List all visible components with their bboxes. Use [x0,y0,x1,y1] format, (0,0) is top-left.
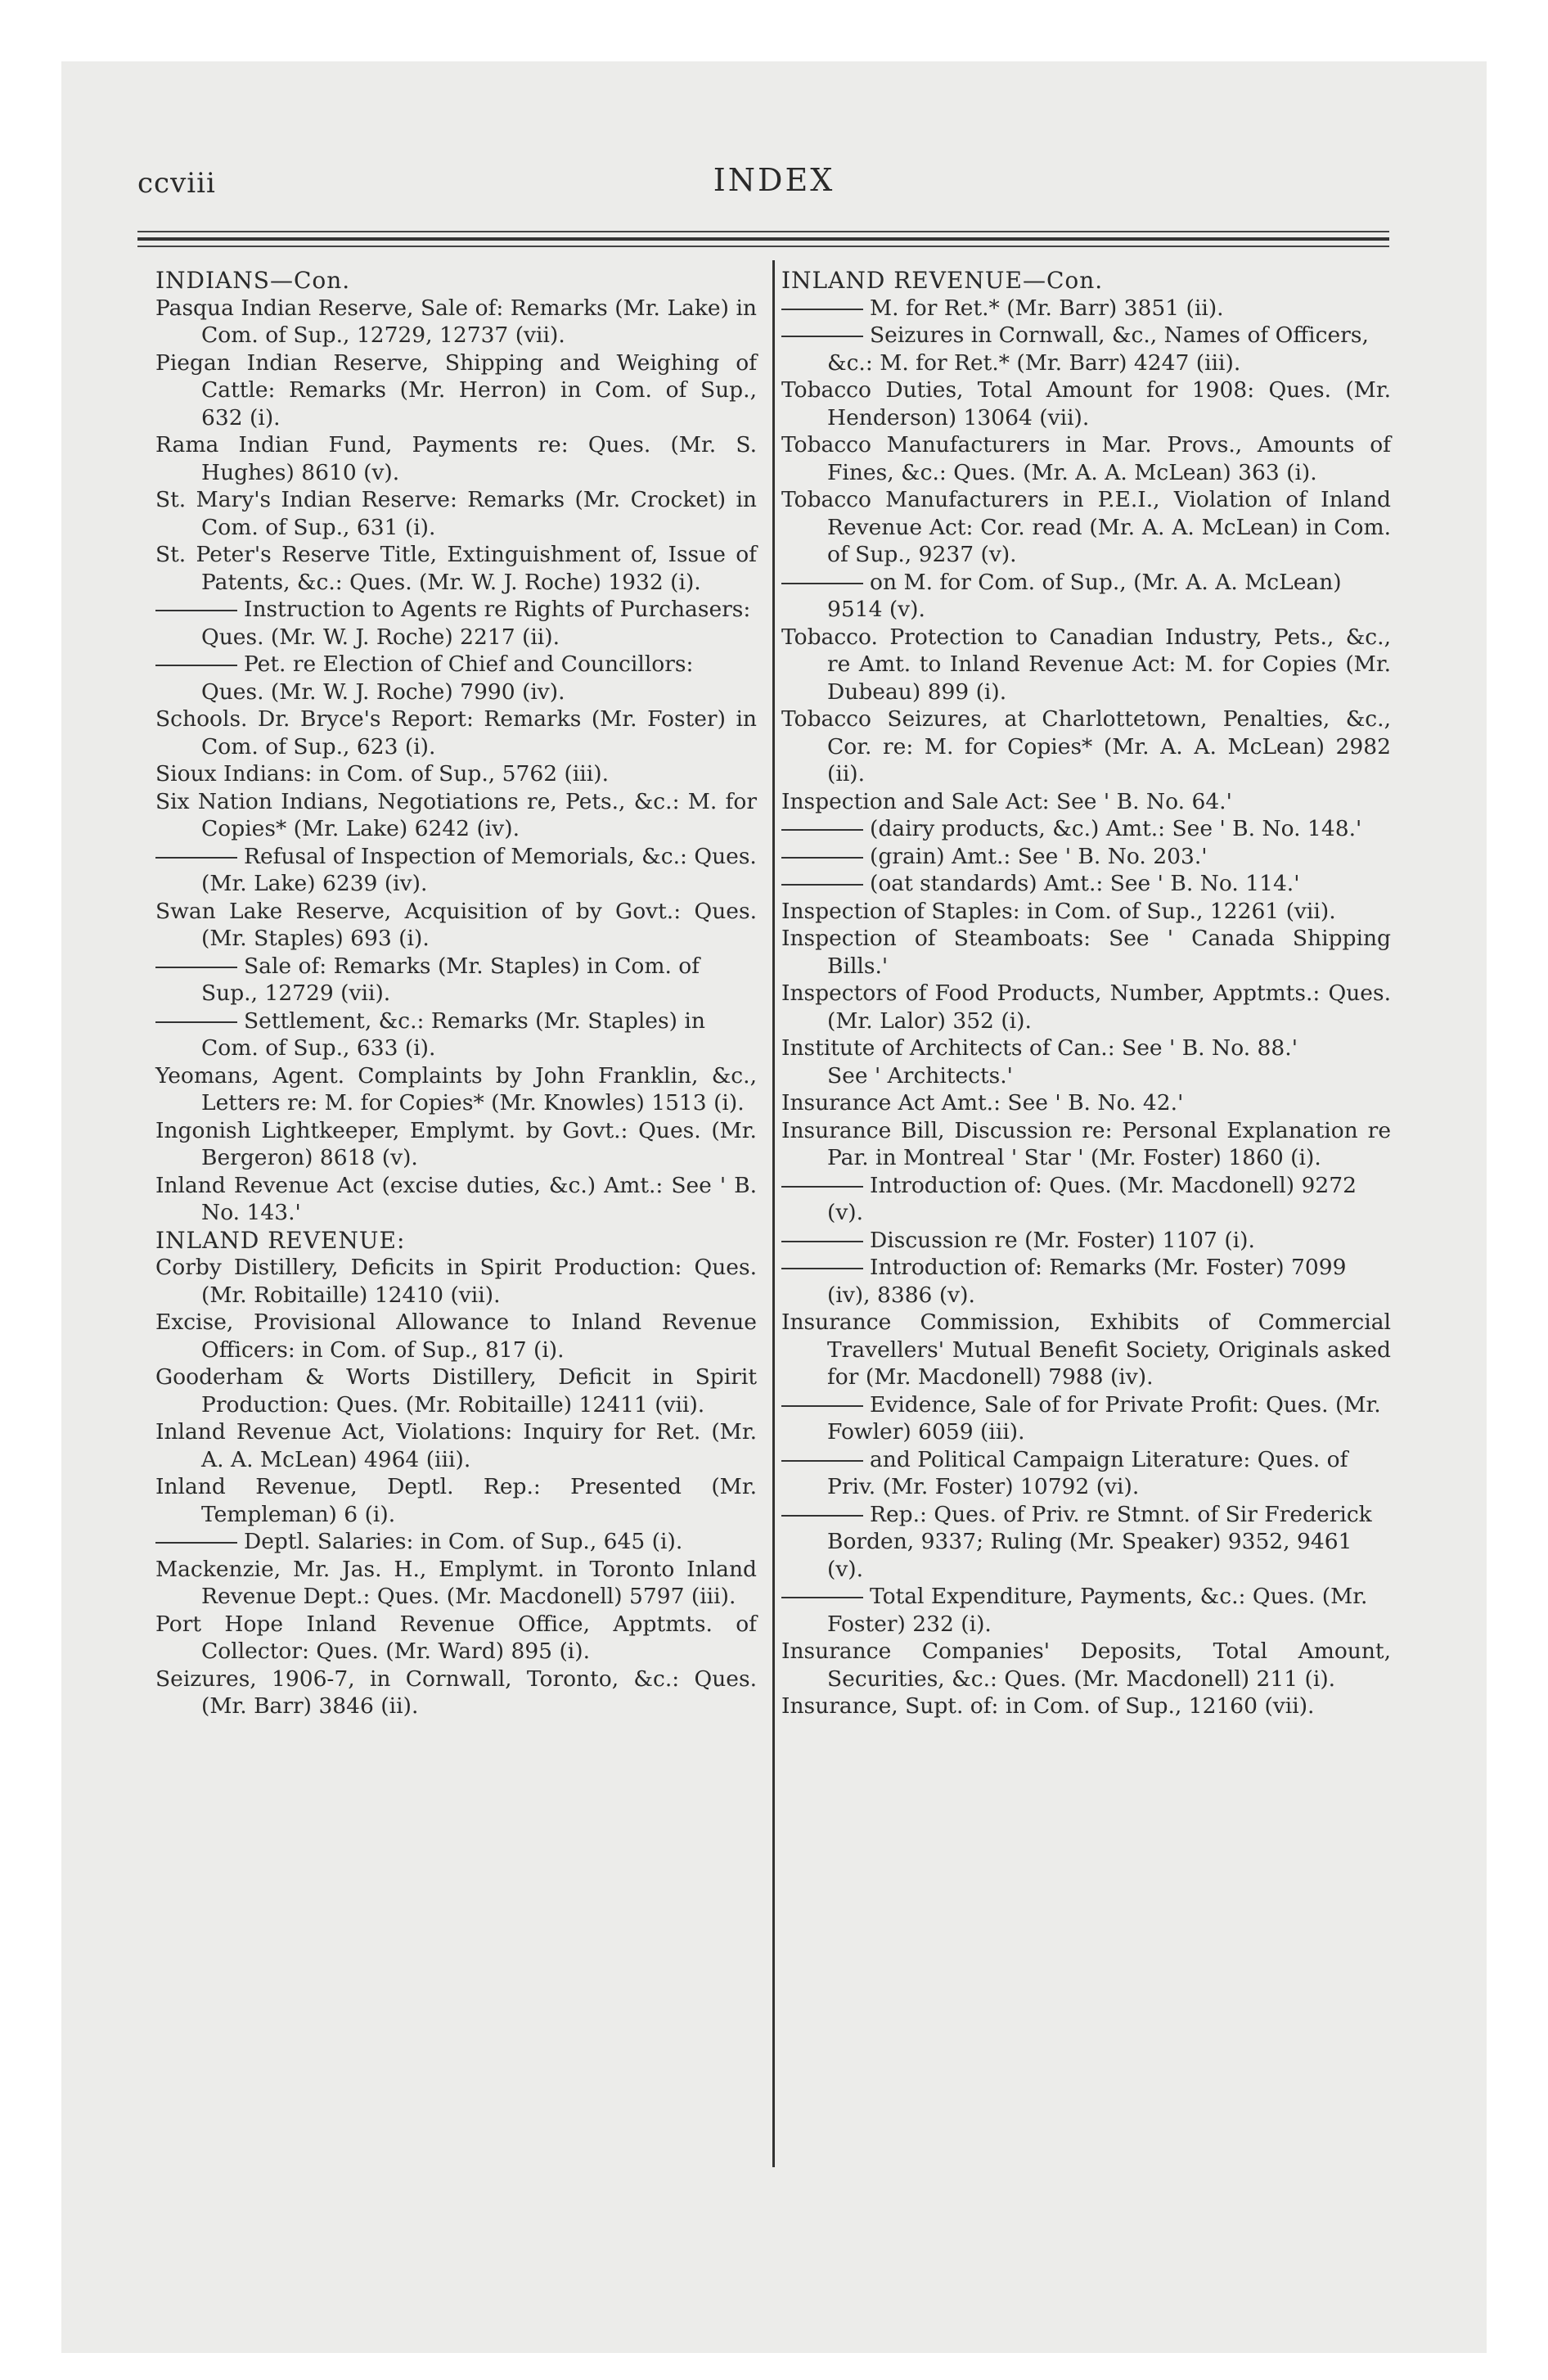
right-column [781,267,1391,1720]
index-subentry: Settlement, &c.: Remarks (Mr. Staples) in Com. of Sup., 633 (i). [155,1007,757,1062]
index-entry: Tobacco Manufacturers in P.E.I., Violation of Inland Revenue Act: Cor. read (Mr. A. A. McLean) in Com. of Sup., 9237 (v). [781,487,1391,567]
index-subentry: on M. for Com. of Sup., (Mr. A. A. McLean) 9514 (v). [781,569,1391,624]
index-entry: Inspection of Steamboats: See ' Canada Shipping Bills.' [781,926,1391,979]
index-subentry: Sale of: Remarks (Mr. Staples) in Com. of Sup., 12729 (vii). [155,953,757,1007]
index-entry: Insurance, Supt. of: in Com. of Sup., 12160 (vii). [781,1693,1315,1719]
ditto-dash [781,1186,863,1188]
ditto-dash [781,884,863,886]
index-entry: Yeomans, Agent. Complaints by John Franklin, &c., Letters re: M. for Copies* (Mr. Knowles) 1513 (i). [155,1062,757,1116]
index-subentry: Introduction of: Ques. (Mr. Macdonell) 9272 (v). [781,1172,1391,1227]
index-entry: Inspection of Staples: in Com. of Sup., 12261 (vii). [781,898,1336,924]
index-subentry: Pet. re Election of Chief and Councillors: Ques. (Mr. W. J. Roche) 7990 (iv). [155,651,757,705]
index-subentry: Discussion re (Mr. Foster) 1107 (i). [781,1227,1391,1255]
section-heading: INLAND REVENUE: [155,1226,406,1254]
ditto-dash [781,857,863,859]
ditto-dash [155,665,237,666]
ditto-dash [155,610,237,611]
index-entry: Corby Distillery, Deficits in Spirit Production: Ques. (Mr. Robitaille) 12410 (vii). [155,1255,757,1308]
index-entry: Six Nation Indians, Negotiations re, Pets., &c.: M. for Copies* (Mr. Lake) 6242 (iv). [155,788,757,841]
index-entry: Insurance Act Amt.: See ' B. No. 42.' [781,1090,1184,1116]
index-entry: Excise, Provisional Allowance to Inland Revenue Officers: in Com. of Sup., 817 (i). [155,1309,757,1363]
index-entry: Insurance Commission, Exhibits of Commercial Travellers' Mutual Benefit Society, Originals asked for (Mr. Macdonell) 7988 (iv). [781,1309,1391,1390]
column-divider [772,260,775,2167]
header-rule-middle [137,237,1389,241]
index-entry: Inland Revenue, Deptl. Rep.: Presented (Mr. Templeman) 6 (i). [155,1474,757,1527]
ditto-dash [155,857,237,859]
index-entry: Tobacco Duties, Total Amount for 1908: Ques. (Mr. Henderson) 13064 (vii). [781,377,1391,430]
index-subentry: (dairy products, &c.) Amt.: See ' B. No. 148.' [781,815,1391,843]
ditto-dash [155,1542,237,1544]
index-entry: Rama Indian Fund, Payments re: Ques. (Mr. S. Hughes) 8610 (v). [155,432,757,485]
header-rule-bottom [137,246,1389,247]
header-rule-top [137,231,1389,232]
page-title: INDEX [713,162,835,198]
ditto-dash [781,1515,863,1517]
index-entry: Insurance Companies' Deposits, Total Amount, Securities, &c.: Ques. (Mr. Macdonell) 211 (i). [781,1639,1391,1692]
index-entry: Inland Revenue Act, Violations: Inquiry for Ret. (Mr. A. A. McLean) 4964 (iii). [155,1419,757,1472]
index-subentry: Rep.: Ques. of Priv. re Stmnt. of Sir Frederick Borden, 9337; Ruling (Mr. Speaker) 9352, 9461 (v). [781,1501,1391,1584]
index-entry: Tobacco Seizures, at Charlottetown, Penalties, &c., Cor. re: M. for Copies* (Mr. A. A. McLean) 2982 (ii). [781,706,1391,787]
left-column [155,267,757,1720]
index-entry: Seizures, 1906-7, in Cornwall, Toronto, &c.: Ques. (Mr. Barr) 3846 (ii). [155,1666,757,1719]
ditto-dash [781,336,863,337]
index-subentry: (grain) Amt.: See ' B. No. 203.' [781,843,1391,871]
index-entry: Port Hope Inland Revenue Office, Apptmts. of Collector: Ques. (Mr. Ward) 895 (i). [155,1611,757,1664]
ditto-dash [781,1597,863,1598]
index-subentry: Deptl. Salaries: in Com. of Sup., 645 (i). [155,1528,757,1556]
index-subentry: Introduction of: Remarks (Mr. Foster) 7099 (iv), 8386 (v). [781,1254,1391,1309]
index-subentry: and Political Campaign Literature: Ques. of Priv. (Mr. Foster) 10792 (vi). [781,1446,1391,1501]
index-subentry: Instruction to Agents re Rights of Purchasers: Ques. (Mr. W. J. Roche) 2217 (ii). [155,596,757,651]
ditto-dash [781,1460,863,1462]
index-entry: Inspection and Sale Act: See ' B. No. 64.' [781,788,1232,814]
ditto-dash [155,967,237,968]
index-cross-reference: See ' Architects.' [827,1062,1013,1089]
index-entry: Tobacco Manufacturers in Mar. Provs., Amounts of Fines, &c.: Ques. (Mr. A. A. McLean) 363 (i). [781,432,1391,485]
index-entry: Swan Lake Reserve, Acquisition of by Govt.: Ques. (Mr. Staples) 693 (i). [155,898,757,951]
index-entry: Piegan Indian Reserve, Shipping and Weighing of Cattle: Remarks (Mr. Herron) in Com. of Sup., 632 (i). [155,349,757,430]
page-number: ccviii [137,167,216,200]
index-subentry: Refusal of Inspection of Memorials, &c.: Ques. (Mr. Lake) 6239 (iv). [155,843,757,898]
index-subentry: Total Expenditure, Payments, &c.: Ques. (Mr. Foster) 232 (i). [781,1583,1391,1638]
ditto-dash [781,309,863,310]
index-subentry: Evidence, Sale of for Private Profit: Ques. (Mr. Fowler) 6059 (iii). [781,1391,1391,1446]
index-entry: Inland Revenue Act (excise duties, &c.) Amt.: See ' B. No. 143.' [155,1172,757,1225]
ditto-dash [781,829,863,831]
index-entry: St. Mary's Indian Reserve: Remarks (Mr. Crocket) in Com. of Sup., 631 (i). [155,487,757,540]
index-entry: Ingonish Lightkeeper, Emplymt. by Govt.: Ques. (Mr. Bergeron) 8618 (v). [155,1117,757,1170]
index-entry: Pasqua Indian Reserve, Sale of: Remarks (Mr. Lake) in Com. of Sup., 12729, 12737 (vii). [155,295,757,348]
index-entry: Mackenzie, Mr. Jas. H., Emplymt. in Toronto Inland Revenue Dept.: Ques. (Mr. Macdonell) 5797 (iii). [155,1556,757,1609]
ditto-dash [155,1021,237,1023]
index-entry: Insurance Bill, Discussion re: Personal Explanation re Par. in Montreal ' Star ' (Mr. Foster) 1860 (i). [781,1117,1391,1170]
section-heading: INDIANS—Con. [155,267,351,294]
index-entry: Gooderham & Worts Distillery, Deficit in Spirit Production: Ques. (Mr. Robitaille) 12411 (vii). [155,1364,757,1418]
ditto-dash [781,583,863,584]
ditto-dash [781,1241,863,1242]
index-entry: Inspectors of Food Products, Number, Apptmts.: Ques. (Mr. Lalor) 352 (i). [781,980,1391,1034]
index-subentry: Seizures in Cornwall, &c., Names of Officers, &c.: M. for Ret.* (Mr. Barr) 4247 (iii). [781,322,1391,376]
ditto-dash [781,1268,863,1269]
index-subentry: M. for Ret.* (Mr. Barr) 3851 (ii). [781,295,1391,322]
index-entry: St. Peter's Reserve Title, Extinguishment of, Issue of Patents, &c.: Ques. (Mr. W. J. Roche) 1932 (i). [155,542,757,595]
index-entry: Sioux Indians: in Com. of Sup., 5762 (iii). [155,761,610,787]
ditto-dash [781,1405,863,1407]
index-entry: Tobacco. Protection to Canadian Industry, Pets., &c., re Amt. to Inland Revenue Act: M. for Copies (Mr. Dubeau) 899 (i). [781,624,1391,705]
index-entry: Schools. Dr. Bryce's Report: Remarks (Mr. Foster) in Com. of Sup., 623 (i). [155,706,757,760]
section-heading: INLAND REVENUE—Con. [781,267,1104,294]
index-entry: Institute of Architects of Can.: See ' B. No. 88.' [781,1035,1298,1061]
index-subentry: (oat standards) Amt.: See ' B. No. 114.' [781,870,1391,898]
